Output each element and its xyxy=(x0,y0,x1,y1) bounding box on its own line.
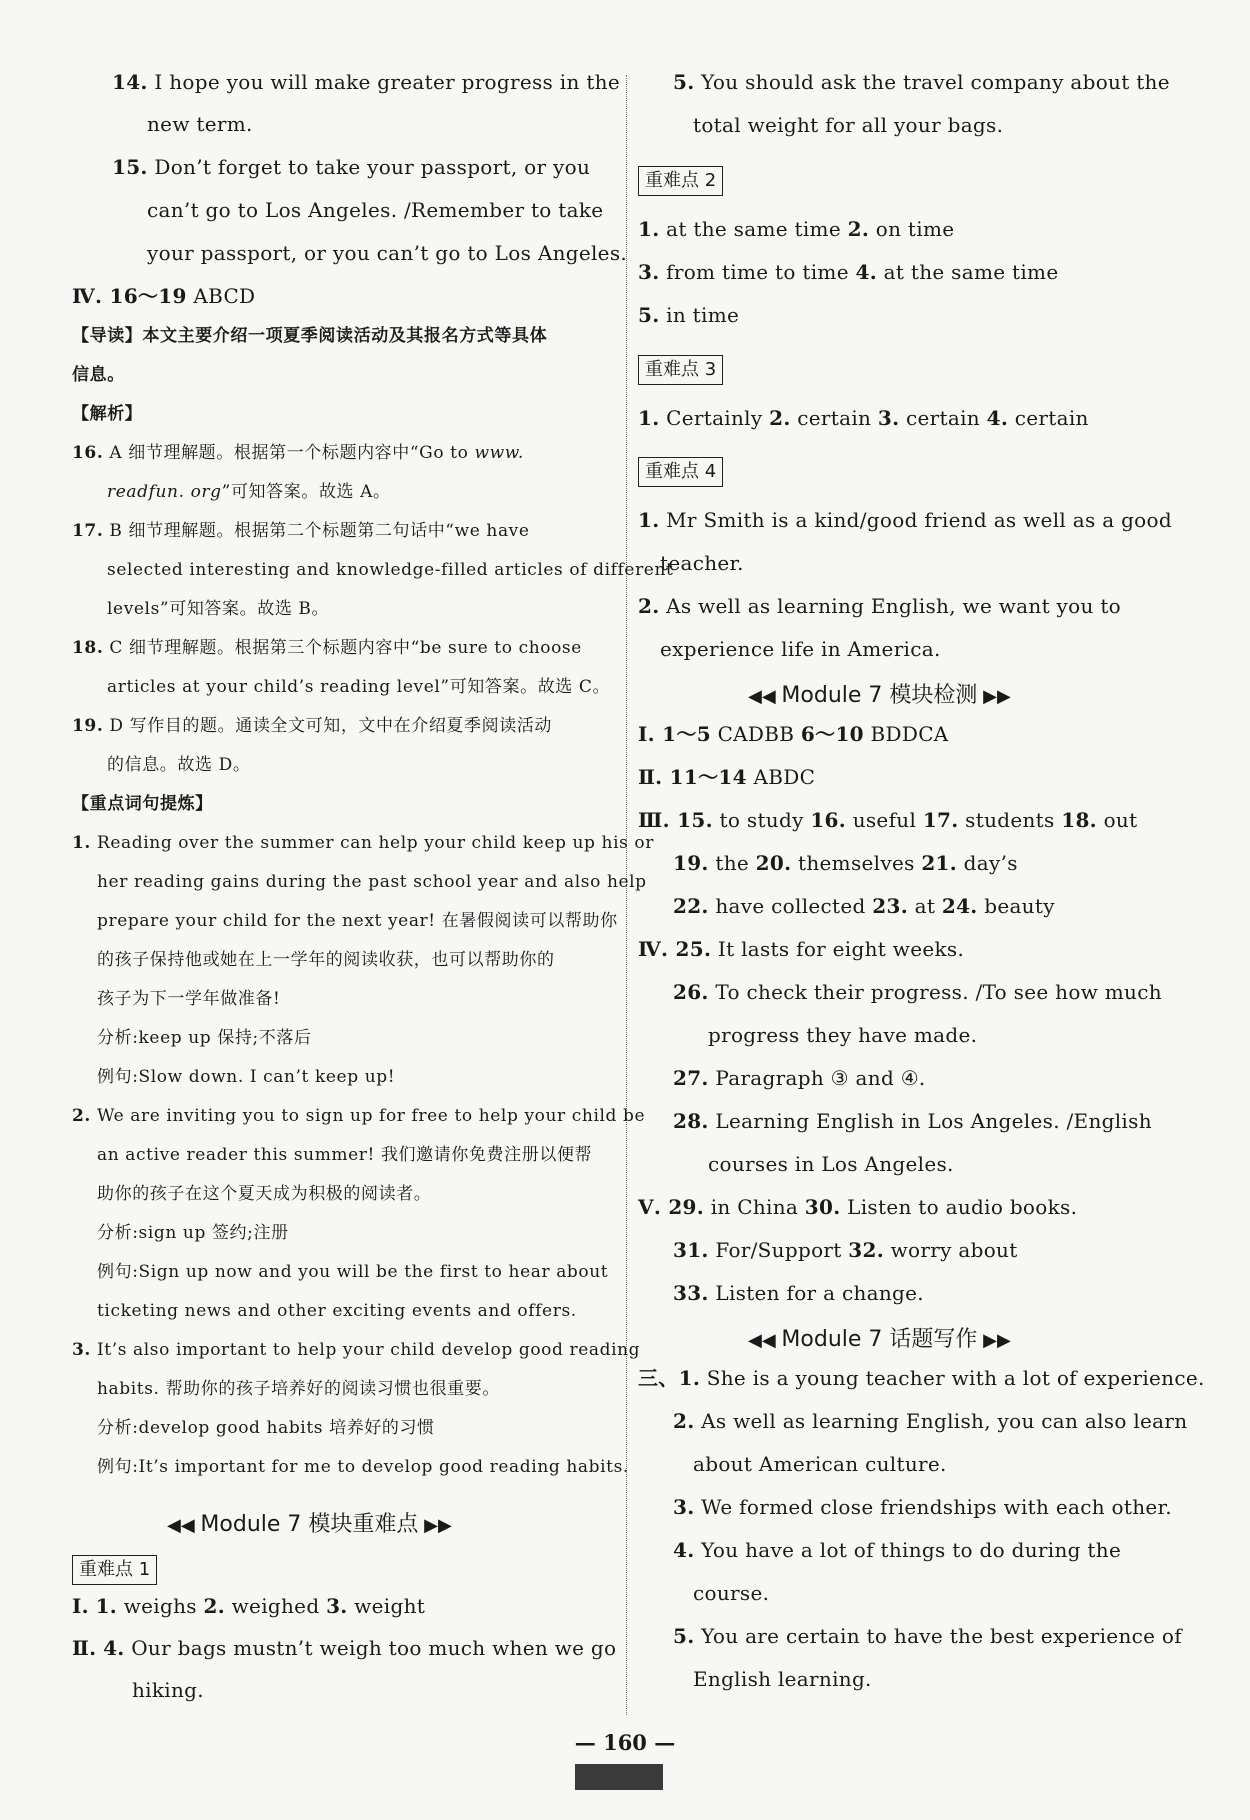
text-line: 22. have collected 23. at 24. beauty xyxy=(673,894,1055,918)
section-box-label: 重难点 3 xyxy=(638,355,723,385)
section-box-label: 重难点 1 xyxy=(72,1555,157,1585)
footer-bar xyxy=(575,1764,663,1790)
text-line: Ⅰ. 1～5 CADBB 6～10 BDDCA xyxy=(638,722,949,746)
section-box-label: 重难点 2 xyxy=(638,166,723,196)
text-line: levels”可知答案。故选 B。 xyxy=(107,599,330,619)
text-line: 【导读】本文主要介绍一项夏季阅读活动及其报名方式等具体 xyxy=(72,326,548,346)
text-line: courses in Los Angeles. xyxy=(708,1152,954,1176)
text-line: 2. As well as learning English, we want you to xyxy=(638,594,1122,618)
text-line: 26. To check their progress. /To see how much xyxy=(673,980,1162,1004)
text-line: experience life in America. xyxy=(660,637,941,661)
text-line: habits. 帮助你的孩子培养好的阅读习惯也很重要。 xyxy=(97,1379,500,1399)
text-line: 例句:Sign up now and you will be the first to hear about xyxy=(97,1262,609,1282)
text-line: 2. We are inviting you to sign up for free to help your child be xyxy=(72,1106,646,1126)
text-line: teacher. xyxy=(660,551,744,575)
text-line: prepare your child for the next year! 在暑假阅读可以帮助你 xyxy=(97,911,618,931)
text-line: 5. You should ask the travel company about the xyxy=(673,70,1170,94)
text-line: Ⅳ. 16～19 ABCD xyxy=(72,284,256,308)
text-line: 17. B 细节理解题。根据第二个标题第二句话中“we have xyxy=(72,521,530,541)
text-line: Ⅴ. 29. in China 30. Listen to audio books. xyxy=(638,1195,1078,1219)
text-line: articles at your child’s reading level”可知答案。故选 C。 xyxy=(107,677,611,697)
text-line: new term. xyxy=(147,112,253,136)
text-line: an active reader this summer! 我们邀请你免费注册以便帮 xyxy=(97,1145,593,1165)
text-line: 的孩子保持他或她在上一学年的阅读收获，也可以帮助你的 xyxy=(97,950,555,970)
double-left-arrow-icon: ◀◀ xyxy=(748,686,782,707)
text-line: 15. Don’t forget to take your passport, or you xyxy=(112,155,591,179)
text-line: 例句:It’s important for me to develop good reading habits. xyxy=(97,1457,629,1477)
text-line: 【重点词句提炼】 xyxy=(72,794,213,814)
double-right-arrow-icon: ▶▶ xyxy=(418,1515,452,1536)
text-line: 4. You have a lot of things to do during the xyxy=(673,1538,1122,1562)
text-line: 27. Paragraph ③ and ④. xyxy=(673,1066,926,1090)
text-line: 分析:develop good habits 培养好的习惯 xyxy=(97,1418,435,1438)
text-line: 1. Mr Smith is a kind/good friend as well as a good xyxy=(638,508,1172,532)
text-line: 孩子为下一学年做准备! xyxy=(97,989,281,1009)
text-line: total weight for all your bags. xyxy=(693,113,1004,137)
text-line: her reading gains during the past school year and also help xyxy=(97,872,647,892)
text-line: 31. For/Support 32. worry about xyxy=(673,1238,1018,1262)
text-line: 分析:keep up 保持;不落后 xyxy=(97,1028,312,1048)
text-line: 3. from time to time 4. at the same time xyxy=(638,260,1059,284)
text-line: 1. Certainly 2. certain 3. certain 4. certain xyxy=(638,406,1089,430)
text-line: can’t go to Los Angeles. /Remember to take xyxy=(147,198,604,222)
double-left-arrow-icon: ◀◀ xyxy=(748,1330,782,1351)
double-right-arrow-icon: ▶▶ xyxy=(977,686,1011,707)
text-line: 【解析】 xyxy=(72,404,143,424)
text-line: selected interesting and knowledge-filled articles of different xyxy=(107,560,674,580)
double-right-arrow-icon: ▶▶ xyxy=(977,1330,1011,1351)
text-line: 19. the 20. themselves 21. day’s xyxy=(673,851,1018,875)
module-heading: ◀◀ Module 7 话题写作 ▶▶ xyxy=(748,1327,1011,1352)
section-box-label: 重难点 4 xyxy=(638,457,723,487)
text-line: about American culture. xyxy=(693,1452,947,1476)
text-line: English learning. xyxy=(693,1667,872,1691)
text-line: 2. As well as learning English, you can also learn xyxy=(673,1409,1188,1433)
text-line: 3. It’s also important to help your child develop good reading xyxy=(72,1340,641,1360)
text-line: 18. C 细节理解题。根据第三个标题内容中“be sure to choose xyxy=(72,638,582,658)
text-line: 16. A 细节理解题。根据第一个标题内容中“Go to www. xyxy=(72,443,524,463)
text-line: 三、1. She is a young teacher with a lot of experience. xyxy=(638,1366,1205,1390)
text-line: 助你的孩子在这个夏天成为积极的阅读者。 xyxy=(97,1184,432,1204)
text-line: 3. We formed close friendships with each other. xyxy=(673,1495,1172,1519)
text-line: your passport, or you can’t go to Los Angeles. xyxy=(147,241,628,265)
text-line: 28. Learning English in Los Angeles. /English xyxy=(673,1109,1152,1133)
text-line: 分析:sign up 签约;注册 xyxy=(97,1223,289,1243)
text-line: Ⅳ. 25. It lasts for eight weeks. xyxy=(638,937,965,961)
text-line: 5. You are certain to have the best experience of xyxy=(673,1624,1182,1648)
text-line: Ⅲ. 15. to study 16. useful 17. students 18. out xyxy=(638,808,1138,832)
text-line: 1. Reading over the summer can help your child keep up his or xyxy=(72,833,654,853)
text-line: Ⅱ. 4. Our bags mustn’t weigh too much when we go xyxy=(72,1636,617,1660)
page-number: — 160 — xyxy=(574,1730,676,1755)
text-line: progress they have made. xyxy=(708,1023,978,1047)
text-line: course. xyxy=(693,1581,770,1605)
text-line: 例句:Slow down. I can’t keep up! xyxy=(97,1067,396,1087)
text-line: 1. at the same time 2. on time xyxy=(638,217,955,241)
text-line: ticketing news and other exciting events and offers. xyxy=(97,1301,577,1321)
text-line: 19. D 写作目的题。通读全文可知，文中在介绍夏季阅读活动 xyxy=(72,716,553,736)
text-line: 的信息。故选 D。 xyxy=(107,755,251,775)
text-line: Ⅱ. 11～14 ABDC xyxy=(638,765,816,789)
text-line: Ⅰ. 1. weighs 2. weighed 3. weight xyxy=(72,1594,426,1618)
text-line: 33. Listen for a change. xyxy=(673,1281,924,1305)
text-line: 信息。 xyxy=(72,365,125,385)
text-line: 5. in time xyxy=(638,303,740,327)
double-left-arrow-icon: ◀◀ xyxy=(167,1515,201,1536)
text-line: readfun. org”可知答案。故选 A。 xyxy=(107,482,391,502)
module-heading: ◀◀ Module 7 模块重难点 ▶▶ xyxy=(167,1512,452,1537)
module-heading: ◀◀ Module 7 模块检测 ▶▶ xyxy=(748,683,1011,708)
text-line: hiking. xyxy=(132,1678,204,1702)
text-line: 14. I hope you will make greater progress in the xyxy=(112,70,620,94)
